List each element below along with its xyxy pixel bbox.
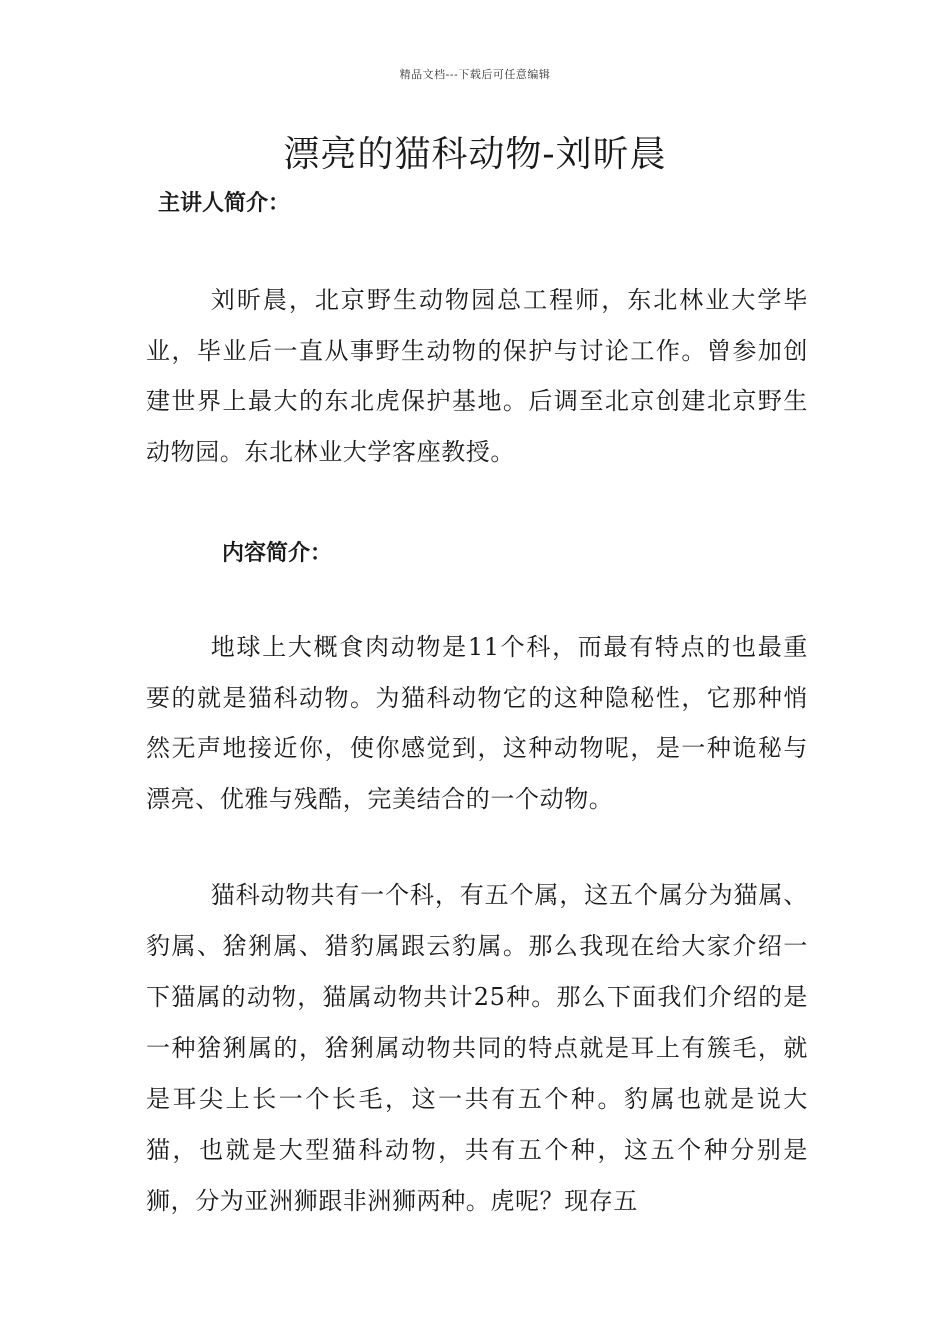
speaker-bio-paragraph: 刘昕晨，北京野生动物园总工程师，东北林业大学毕业，毕业后一直从事野生动物的保护与讨论工作。曾参加创建世界上最大的东北虎保护基地。后调至北京创建北京野生动物园。东北林业大学客座教授。 xyxy=(146,286,808,466)
content-paragraph-1: 地球上大概食肉动物是11个科，而最有特点的也最重要的就是猫科动物。为猫科动物它的这种隐秘性，它那种悄然无声地接近你，使你感觉到，这种动物呢，是一种诡秘与漂亮、优雅与残酷，完美结合的一个动物。 xyxy=(146,633,808,813)
document-title: 漂亮的猫科动物-刘昕晨 xyxy=(283,134,667,175)
content-paragraph-2: 猫科动物共有一个科，有五个属，这五个属分为猫属、豹属、猞猁属、猎豹属跟云豹属。那么我现在给大家介绍一下猫属的动物，猫属动物共计25种。那么下面我们介绍的是一种猞猁属的，猞猁属动物共同的特点就是耳上有簇毛，就是耳尖上长一个长毛，这一共有五个种。豹属也就是说大猫，也就是大型猫科动物，共有五个种，这五个种分别是狮，分为亚洲狮跟非洲狮两种。虎呢？现存五 xyxy=(146,881,808,1215)
speaker-heading: 主讲人简介： xyxy=(158,190,291,216)
page-header-note: 精品文档---下载后可任意编辑 xyxy=(399,68,551,81)
content-heading: 内容简介： xyxy=(222,540,333,566)
